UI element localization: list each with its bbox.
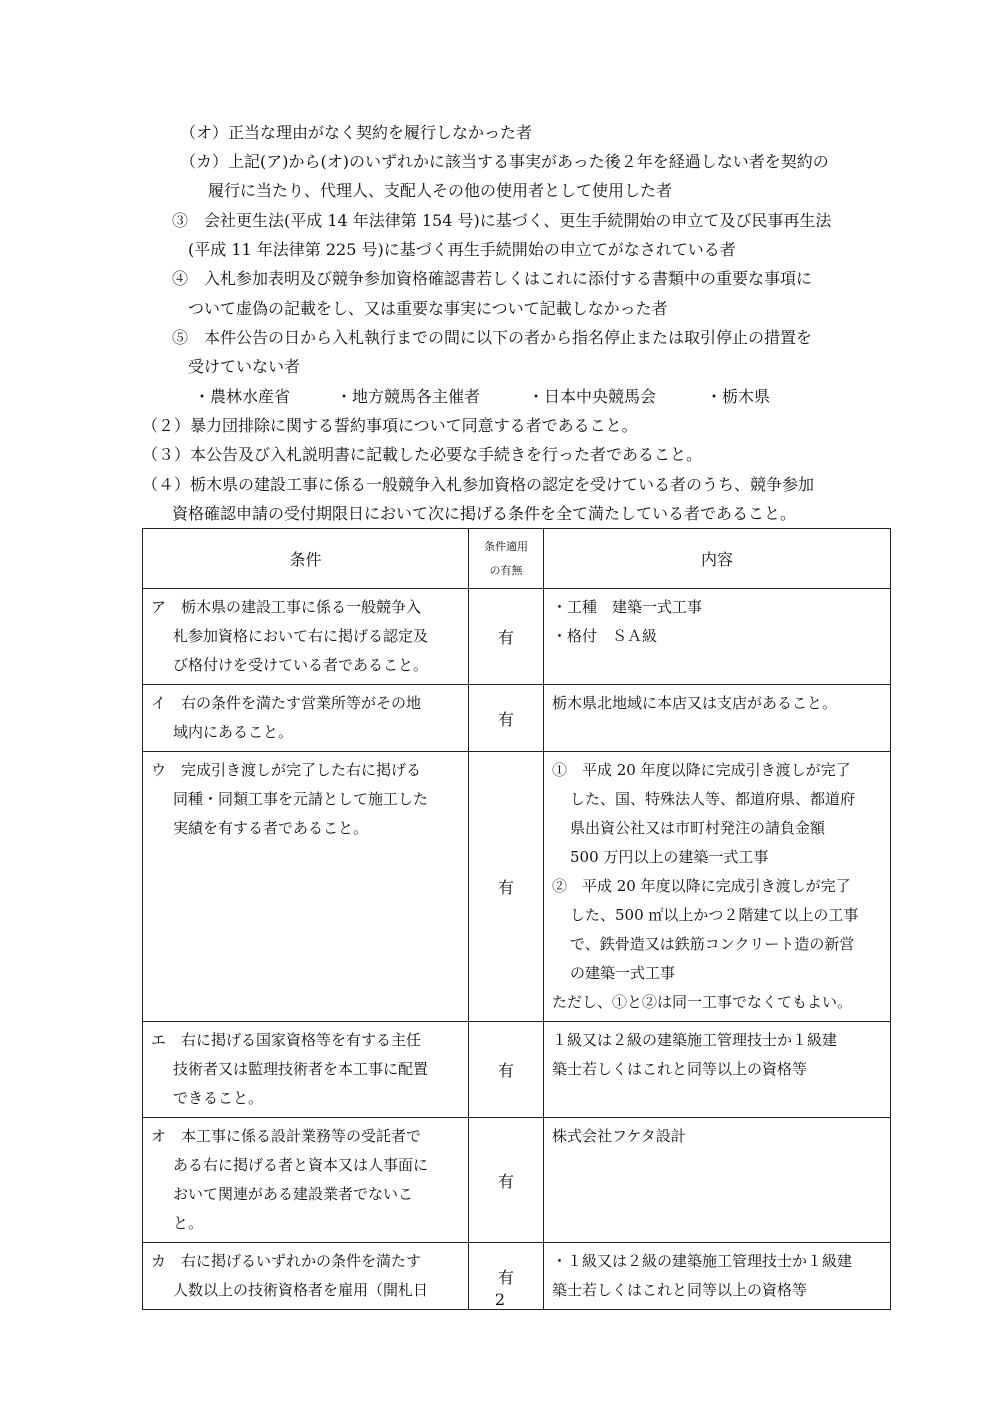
applicable-cell: 有 <box>469 1118 544 1243</box>
content-line: １級又は２級の建築施工管理技士か１級建 <box>552 1031 838 1049</box>
condition-cell <box>143 1022 469 1118</box>
condition-cell <box>143 752 469 1022</box>
applicable-cell: 有 <box>469 1022 544 1118</box>
table-row <box>143 752 891 1022</box>
content-line: の建築一式工事 <box>570 964 676 982</box>
condition-line: 域内にあること。 <box>173 723 294 741</box>
content-cell <box>544 1022 891 1118</box>
content-cell <box>544 589 891 685</box>
table-header-row <box>143 529 891 589</box>
bullet-local-racing: ・地方競馬各主催者 <box>336 387 481 406</box>
content-line: 築士若しくはこれと同等以上の資格等 <box>552 1281 808 1299</box>
item-o-text: （オ）正当な理由がなく契約を履行しなかった者 <box>180 123 533 142</box>
content-line: ・１級又は２級の建築施工管理技士か１級建 <box>552 1252 853 1270</box>
condition-line: び格付けを受けている者であること。 <box>173 656 429 674</box>
content-line: 500 万円以上の建築一式工事 <box>570 848 769 866</box>
bullet-tochigi: ・栃木県 <box>706 387 771 406</box>
item-3-text-cont: (平成 11 年法律第 225 号)に基づく再生手続開始の申立てがなされている者 <box>188 240 736 259</box>
content-cell <box>544 1118 891 1243</box>
condition-cell <box>143 685 469 752</box>
content-line: 築士若しくはこれと同等以上の資格等 <box>552 1060 808 1078</box>
condition-line: 同種・同類工事を元請として施工した <box>173 790 429 808</box>
header-applicable <box>469 529 544 589</box>
item-ka-text: （カ）上記(ア)から(オ)のいずれかに該当する事実があった後２年を経過しない者を契約の <box>180 152 829 171</box>
applicable-cell: 有 <box>469 1243 544 1310</box>
table-row <box>143 1118 891 1243</box>
item-5-text: ⑤ 本件公告の日から入札執行までの間に以下の者から指名停止または取引停止の措置を <box>172 328 813 347</box>
item-4-text: ④ 入札参加表明及び競争参加資格確認書若しくはこれに添付する書類中の重要な事項に <box>172 269 813 288</box>
bullet-jra: ・日本中央競馬会 <box>528 387 657 406</box>
header-content: 内容 <box>544 529 891 589</box>
conditions-table <box>142 528 891 1310</box>
content-cell <box>544 685 891 752</box>
condition-line: おいて関連がある建設業者でないこ <box>173 1185 414 1203</box>
clause-4: （４）栃木県の建設工事に係る一般競争入札参加資格の認定を受けている者のうち、競争参加 <box>142 475 815 494</box>
condition-line: 技術者又は監理技術者を本工事に配置 <box>173 1060 429 1078</box>
header-applicable-line1: 条件適用 <box>484 539 528 553</box>
content-line: した、500 ㎡以上かつ２階建て以上の工事 <box>570 906 859 924</box>
item-3-text: ③ 会社更生法(平成 14 年法律第 154 号)に基づく、更生手続開始の申立て及び民事再生法 <box>172 211 832 230</box>
clause-4-cont: 資格確認申請の受付期限日において次に掲げる条件を全て満たしている者であること。 <box>172 504 797 523</box>
content-line: ・工種 建築一式工事 <box>552 598 703 616</box>
content-line: ① 平成 20 年度以降に完成引き渡しが完了 <box>552 761 851 779</box>
content-line: ただし、①と②は同一工事でなくてもよい。 <box>552 993 853 1011</box>
applicable-cell: 有 <box>469 589 544 685</box>
clause-3: （３）本公告及び入札説明書に記載した必要な手続きを行った者であること。 <box>142 445 703 464</box>
applicable-cell: 有 <box>469 752 544 1022</box>
content-line: 栃木県北地域に本店又は支店があること。 <box>552 694 838 712</box>
table-row <box>143 1022 891 1118</box>
header-condition: 条件 <box>143 529 469 589</box>
condition-line: 実績を有する者であること。 <box>173 819 369 837</box>
content-line: ・格付 ＳＡ級 <box>552 627 658 645</box>
content-line: で、鉄骨造又は鉄筋コンクリート造の新営 <box>570 935 855 953</box>
content-cell <box>544 752 891 1022</box>
page-number: 2 <box>494 1290 506 1309</box>
condition-line: と。 <box>173 1214 204 1232</box>
condition-line: 札参加資格において右に掲げる認定及 <box>173 627 429 645</box>
condition-line: 人数以上の技術資格者を雇用（開札日 <box>173 1281 429 1299</box>
condition-line: イ 右の条件を満たす営業所等がその地 <box>151 694 422 712</box>
header-applicable-line2: の有無 <box>489 563 523 577</box>
condition-cell <box>143 1118 469 1243</box>
condition-line: エ 右に掲げる国家資格等を有する主任 <box>151 1031 422 1049</box>
condition-line: ある右に掲げる者と資本又は人事面に <box>173 1156 429 1174</box>
condition-line: ウ 完成引き渡しが完了した右に掲げる <box>151 761 422 779</box>
item-4-text-cont: ついて虚偽の記載をし、又は重要な事実について記載しなかった者 <box>188 299 668 318</box>
condition-line: ア 栃木県の建設工事に係る一般競争入 <box>151 598 422 616</box>
bullet-maff: ・農林水産省 <box>194 387 291 406</box>
condition-cell <box>143 589 469 685</box>
condition-line: オ 本工事に係る設計業務等の受託者で <box>151 1127 422 1145</box>
condition-line: カ 右に掲げるいずれかの条件を満たす <box>151 1252 422 1270</box>
applicable-cell: 有 <box>469 685 544 752</box>
content-line: 県出資公社又は市町村発注の請負金額 <box>570 819 826 837</box>
condition-line: できること。 <box>173 1089 264 1107</box>
item-ka-text-cont: 履行に当たり、代理人、支配人その他の使用者として使用した者 <box>208 181 673 200</box>
content-line: ② 平成 20 年度以降に完成引き渡しが完了 <box>552 877 851 895</box>
content-line: 株式会社フケタ設計 <box>552 1127 686 1145</box>
table-row <box>143 589 891 685</box>
table-row <box>143 685 891 752</box>
clause-2: （２）暴力団排除に関する誓約事項について同意する者であること。 <box>142 416 638 435</box>
item-5-text-cont: 受けていない者 <box>188 357 301 376</box>
content-line: した、国、特殊法人等、都道府県、都道府 <box>570 790 856 808</box>
